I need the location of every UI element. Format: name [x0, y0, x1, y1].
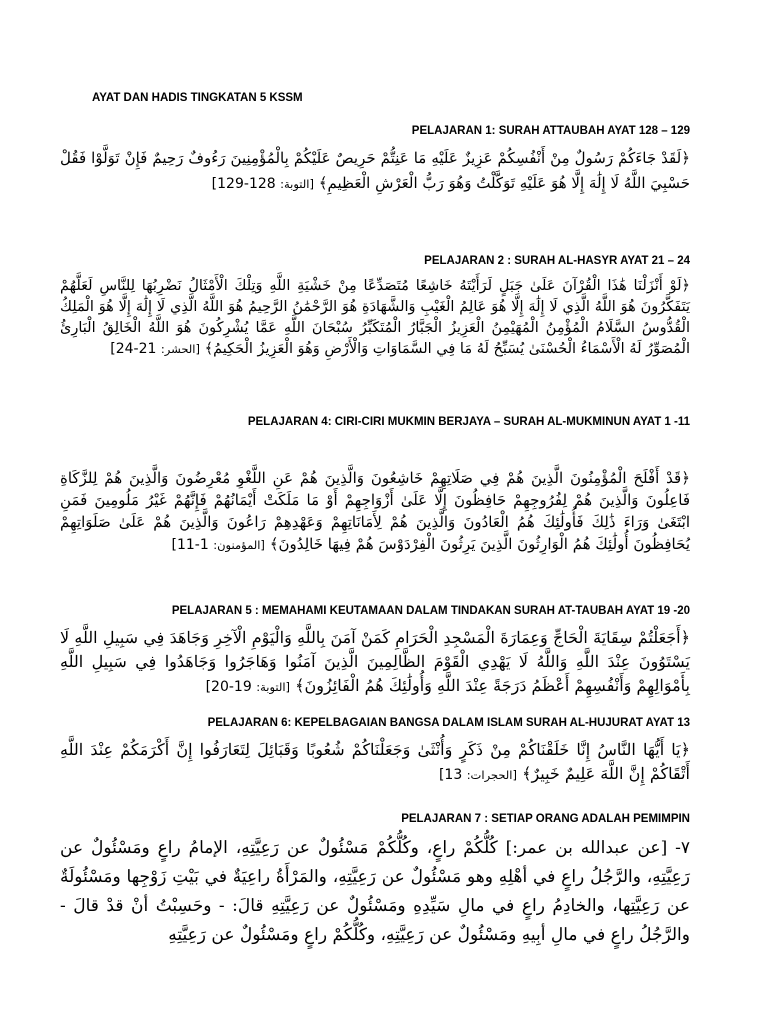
lesson-4: [60, 415, 690, 556]
lesson-4-verse-text: ﴿قَدْ أَفْلَحَ الْمُؤْمِنُونَ الَّذِينَ هُمْ فِي صَلَاتِهِمْ خَاشِعُونَ وَالَّذِينَ هُمْ عَنِ اللَّغْوِ مُعْرِضُونَ وَالَّذِينَ هُمْ لِلزَّكَاةِ فَاعِلُونَ وَالَّذِينَ هُمْ لِفُرُوجِهِمْ حَافِظُونَ إِلَّا عَلَىٰ أَزْوَاجِهِمْ أَوْ مَا مَلَكَتْ أَيْمَانُهُمْ فَإِنَّهُمْ غَيْرُ مَلُومِينَ فَمَنِ ابْتَغَىٰ وَرَاءَ ذَٰلِكَ فَأُولَٰئِكَ هُمُ الْعَادُونَ وَالَّذِينَ هُمْ لِأَمَانَاتِهِمْ وَعَهْدِهِمْ رَاعُونَ وَالَّذِينَ هُمْ عَلَىٰ صَلَوَاتِهِمْ يُحَافِظُونَ أُولَٰئِكَ هُمُ الْوَارِثُونَ الَّذِينَ يَرِثُونَ الْفِرْدَوْسَ هُمْ فِيهَا خَالِدُونَ﴾: [60, 469, 690, 553]
lesson-2-reference-surah: [الحشر:: [160, 342, 200, 356]
lesson-6-verse-reference: [439, 767, 517, 783]
lesson-6-reference-surah: [الحجرات:: [466, 768, 517, 782]
lesson-5-verse-reference: [206, 679, 290, 695]
lesson-5: [60, 604, 690, 699]
lesson-4-heading: PELAJARAN 4: CIRI-CIRI MUKMIN BERJAYA – SURAH AL-MUKMINUN AYAT 1 -11: [247, 416, 690, 428]
lesson-6-reference-range: 13]: [438, 767, 463, 783]
lesson-6-heading: PELAJARAN 6: KEPELBAGAIAN BANGSA DALAM ISLAM SURAH AL-HUJURAT AYAT 13: [207, 717, 690, 729]
lesson-1-verse-reference: [212, 176, 314, 192]
lesson-2-verse-text: ﴿لَوْ أَنْزَلْنَا هَٰذَا الْقُرْآنَ عَلَىٰ جَبَلٍ لَرَأَيْتَهُ خَاشِعًا مُتَصَدِّعًا مِنْ خَشْيَةِ اللَّهِ وَتِلْكَ الْأَمْثَالُ نَضْرِبُهَا لِلنَّاسِ لَعَلَّهُمْ يَتَفَكَّرُونَ هُوَ اللَّهُ الَّذِي لَا إِلَٰهَ إِلَّا هُوَ عَالِمُ الْغَيْبِ وَالشَّهَادَةِ هُوَ الرَّحْمَٰنُ الرَّحِيمُ هُوَ اللَّهُ الَّذِي لَا إِلَٰهَ إِلَّا هُوَ الْمَلِكُ الْقُدُّوسُ السَّلَامُ الْمُؤْمِنُ الْمُهَيْمِنُ الْعَزِيزُ الْجَبَّارُ الْمُتَكَبِّرُ سُبْحَانَ اللَّهِ عَمَّا يُشْرِكُونَ هُوَ اللَّهُ الْخَالِقُ الْبَارِئُ الْمُصَوِّرُ لَهُ الْأَسْمَاءُ الْحُسْنَىٰ يُسَبِّحُ لَهُ مَا فِي السَّمَاوَاتِ وَالْأَرْضِ وَهُوَ الْعَزِيزُ الْحَكِيمُ﴾: [60, 278, 690, 357]
lesson-4-reference-surah: [المؤمنون:: [213, 538, 265, 552]
lesson-7-hadith-text: ٧- [عن عبدالله بن عمر:] كُلُّكُمْ راعٍ، وكُلُّكُمْ مَسْئُولٌ عن رَعِيَّتِهِ، الإمامُ راعٍ ومَسْئُولٌ عن رَعِيَّتِهِ، والرَّجُلُ راعٍ في أهْلِهِ وهو مَسْئُولٌ عن رَعِيَّتِهِ، والمَرْأَةُ راعِيَةٌ في بَيْتِ زَوْجِها ومَسْئُولَةٌ عن رَعِيَّتِها، والخادِمُ راعٍ في مالِ سَيِّدِهِ ومَسْئُولٌ عن رَعِيَّتِهِ قالَ: - وحَسِبْتُ أنْ قدْ قالَ - والرَّجُلُ راعٍ في مالِ أبِيهِ ومَسْئُولٌ عن رَعِيَّتِهِ، وكُلُّكُمْ راعٍ ومَسْئُولٌ عن رَعِيَّتِهِ: [60, 838, 690, 945]
lesson-2-heading: PELAJARAN 2 : SURAH AL-HASYR AYAT 21 – 24: [424, 255, 690, 267]
lesson-1-verse: [60, 146, 690, 197]
lesson-5-reference-range: 19-20]: [205, 679, 252, 695]
lesson-1-reference-range: 128-129]: [211, 176, 276, 192]
lesson-5-heading: PELAJARAN 5 : MEMAHAMI KEUTAMAAN DALAM TINDAKAN SURAH AT-TAUBAH AYAT 19 -20: [171, 605, 690, 617]
lesson-2-reference-range: 21-24]: [110, 341, 157, 357]
lesson-4-verse-reference: [172, 537, 265, 553]
lesson-2: [60, 254, 690, 360]
lesson-5-verse: [60, 626, 690, 699]
lesson-1-reference-surah: [التوبة:: [280, 177, 314, 191]
lesson-7-heading: PELAJARAN 7 : SETIAP ORANG ADALAH PEMIMPIN: [401, 813, 690, 825]
lesson-4-verse: [60, 467, 690, 556]
lesson-6: [60, 716, 690, 787]
lesson-4-reference-range: 1-11]: [171, 537, 209, 553]
lesson-5-reference-surah: [التوبة:: [256, 680, 291, 694]
lesson-6-verse-text: ﴿يَا أَيُّهَا النَّاسُ إِنَّا خَلَقْنَاكُمْ مِنْ ذَكَرٍ وَأُنْثَىٰ وَجَعَلْنَاكُمْ شُعُوبًا وَقَبَائِلَ لِتَعَارَفُوا إِنَّ أَكْرَمَكُمْ عِنْدَ اللَّهِ أَتْقَاكُمْ إِنَّ اللَّهَ عَلِيمٌ خَبِيرٌ﴾: [60, 740, 690, 783]
lesson-2-verse-reference: [110, 341, 200, 357]
lesson-2-verse: [60, 276, 690, 360]
lesson-1-heading: PELAJARAN 1: SURAH ATTAUBAH AYAT 128 – 129: [411, 125, 690, 137]
lesson-5-verse-text: ﴿أَجَعَلْتُمْ سِقَايَةَ الْحَاجِّ وَعِمَارَةَ الْمَسْجِدِ الْحَرَامِ كَمَنْ آمَنَ بِاللَّهِ وَالْيَوْمِ الْآخِرِ وَجَاهَدَ فِي سَبِيلِ اللَّهِ لَا يَسْتَوُونَ عِنْدَ اللَّهِ وَاللَّهُ لَا يَهْدِي الْقَوْمَ الظَّالِمِينَ الَّذِينَ آمَنُوا وَهَاجَرُوا وَجَاهَدُوا فِي سَبِيلِ اللَّهِ بِأَمْوَالِهِمْ وَأَنْفُسِهِمْ أَعْظَمُ دَرَجَةً عِنْدَ اللَّهِ وَأُولَٰئِكَ هُمُ الْفَائِزُونَ﴾: [60, 628, 690, 695]
lesson-7-hadith: [60, 834, 690, 950]
lesson-7: [60, 812, 690, 950]
lesson-1: [60, 124, 690, 197]
lesson-6-verse: [60, 738, 690, 787]
document-title: AYAT DAN HADIS TINGKATAN 5 KSSM: [92, 92, 303, 104]
lesson-1-verse-text: ﴿لَقَدْ جَاءَكُمْ رَسُولٌ مِنْ أَنْفُسِكُمْ عَزِيزٌ عَلَيْهِ مَا عَنِتُّمْ حَرِيصٌ عَلَيْكُمْ بِالْمُؤْمِنِينَ رَءُوفٌ رَحِيمٌ فَإِنْ تَوَلَّوْا فَقُلْ حَسْبِيَ اللَّهُ لَا إِلَٰهَ إِلَّا هُوَ عَلَيْهِ تَوَكَّلْتُ وَهُوَ رَبُّ الْعَرْشِ الْعَظِيمِ﴾: [60, 149, 690, 192]
